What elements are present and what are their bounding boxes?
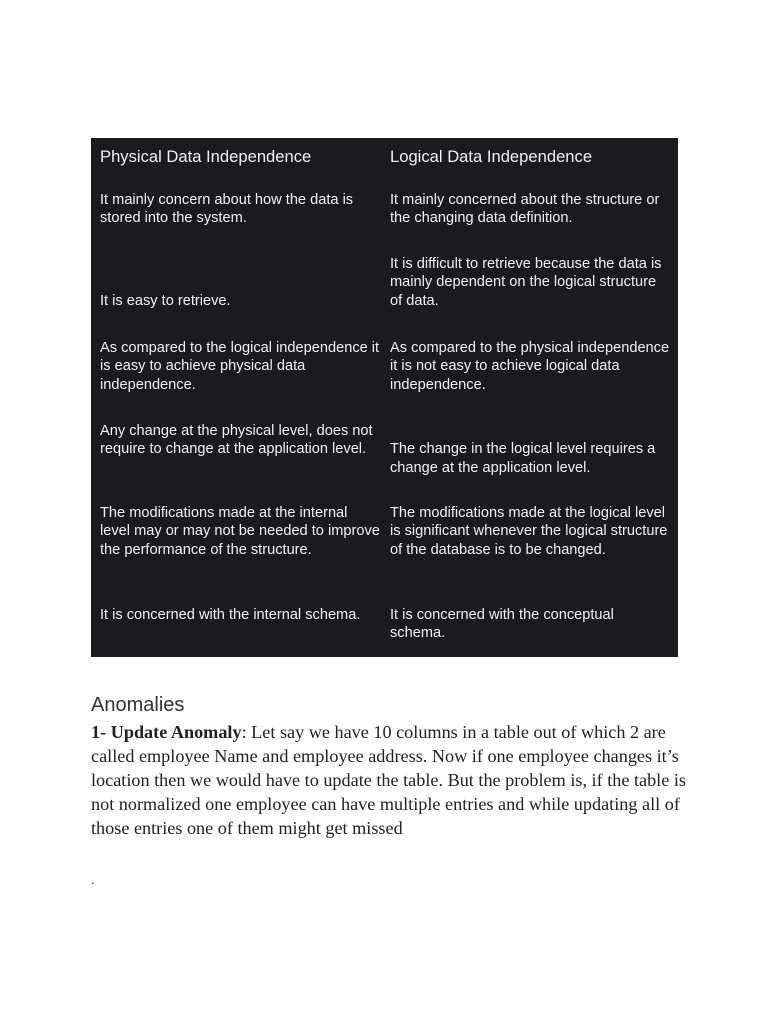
- table-cell: It is difficult to retrieve because the data is mainly dependent on the logical structure of data.: [390, 256, 662, 309]
- table-header-physical: Physical Data Independence: [100, 147, 312, 166]
- table-cell-wrap: [100, 255, 380, 310]
- table-cell: The modifications made at the internal level may or may not be needed to improve the performance of the structure.: [100, 505, 380, 558]
- comparison-table: [91, 138, 678, 657]
- term-description: : Let say we have 10 columns in a table out of which 2 are called employee Name and employee address. Now if one employee changes it’s location then we would have to update the table. But the problem is, if the table is not normalized one employee can have multiple entries and while updating all of those entries one of them might get missed: [91, 722, 686, 838]
- trailing-text: .: [91, 873, 95, 888]
- table-cell: It is concerned with the conceptual schema.: [390, 607, 614, 642]
- body-paragraph: [91, 720, 691, 840]
- section-heading: Anomalies: [91, 694, 185, 716]
- table-cell: It is concerned with the internal schema.: [100, 607, 361, 623]
- table-cell: The change in the logical level requires a change at the application level.: [390, 441, 656, 476]
- table-cell: It mainly concerned about the structure or the changing data definition.: [390, 192, 660, 227]
- table-header-logical: Logical Data Independence: [390, 147, 593, 166]
- table-cell: It mainly concern about how the data is stored into the system.: [100, 192, 354, 227]
- table-cell: As compared to the logical independence it is easy to achieve physical data independence.: [100, 340, 380, 393]
- table-cell: Any change at the physical level, does not require to change at the application level.: [100, 423, 373, 458]
- table-cell: It is easy to retrieve.: [100, 292, 231, 309]
- table-cell-wrap: [390, 422, 670, 477]
- table-cell: The modifications made at the logical level is significant whenever the logical structure of the database is to be changed.: [390, 505, 668, 558]
- table-cell: As compared to the physical independence it is not easy to achieve logical data independence.: [390, 340, 670, 393]
- term-label: 1- Update Anomaly: [91, 722, 242, 742]
